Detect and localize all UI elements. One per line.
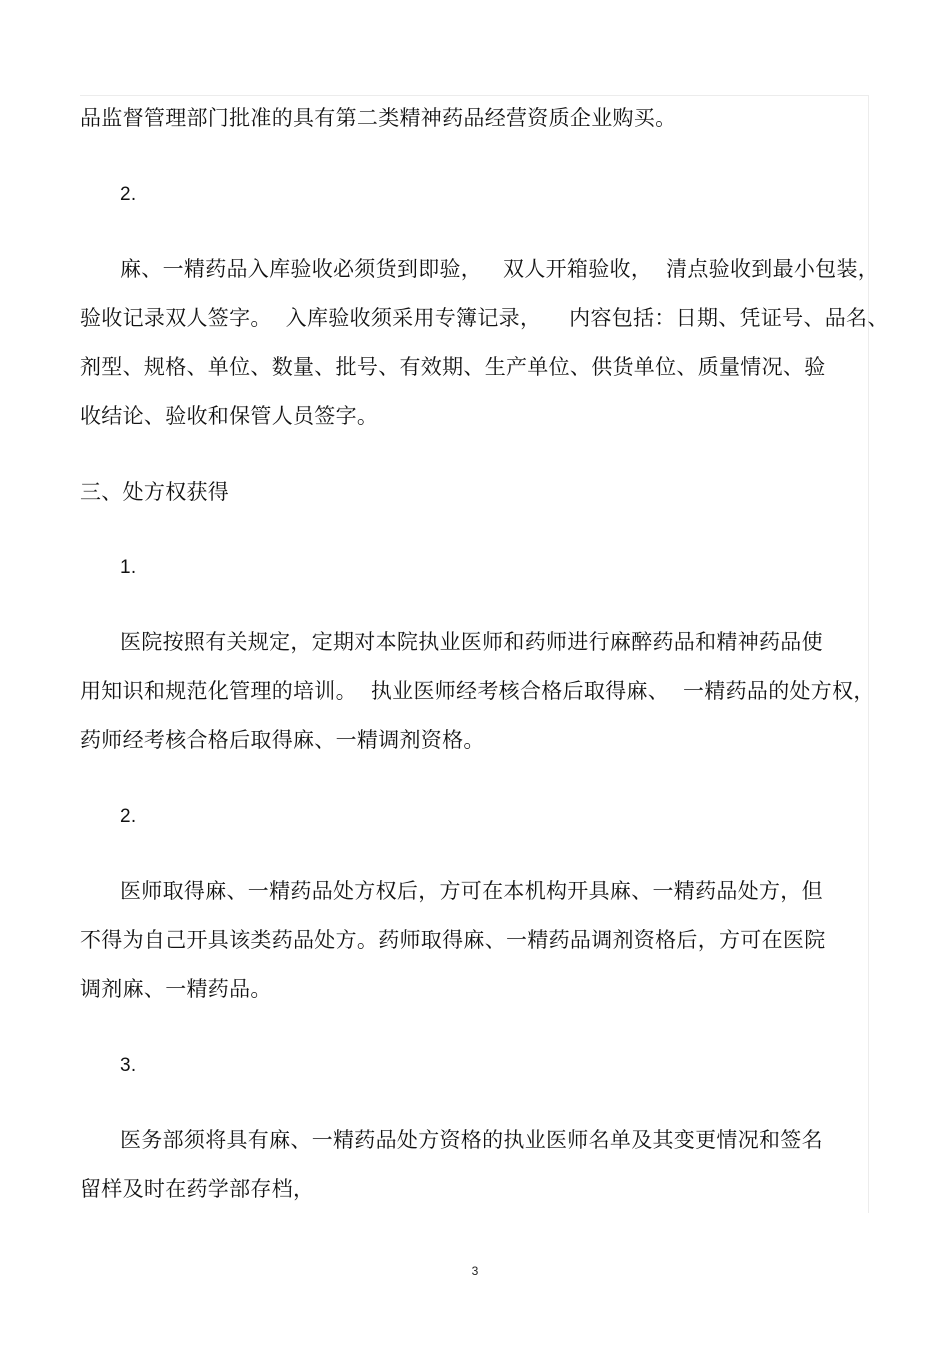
page-frame-top-border [80, 95, 869, 96]
page-number: 3 [471, 1264, 479, 1278]
paragraph-line: 调剂麻、一精药品。 [80, 977, 272, 1001]
paragraph-line: 医务部须将具有麻、一精药品处方资格的执业医师名单及其变更情况和签名 [120, 1128, 823, 1152]
paragraph-line: 药师经考核合格后取得麻、一精调剂资格。 [80, 728, 485, 752]
paragraph-line: 剂型、规格、单位、数量、批号、有效期、生产单位、供货单位、质量情况、验 [80, 355, 826, 379]
paragraph-line: 医院按照有关规定，定期对本院执业医师和药师进行麻醉药品和精神药品使 [120, 630, 823, 654]
section-number: 2. [120, 184, 137, 205]
paragraph-line: 麻、一精药品入库验收必须货到即验， 双人开箱验收， 清点验收到最小包装， [120, 257, 880, 281]
paragraph-line: 不得为自己开具该类药品处方。药师取得麻、一精药品调剂资格后，方可在医院 [80, 928, 826, 952]
section-number: 1. [120, 557, 137, 578]
section-number: 2. [120, 806, 137, 827]
section-heading: 三、处方权获得 [80, 480, 230, 504]
paragraph-line: 验收记录双人签字。 入库验收须采用专簿记录， 内容包括：日期、凭证号、品名、 [80, 306, 889, 330]
section-number: 3. [120, 1055, 137, 1076]
paragraph-line: 留样及时在药学部存档， [80, 1177, 315, 1201]
paragraph-line: 收结论、验收和保管人员签字。 [80, 404, 379, 428]
paragraph-line: 医师取得麻、一精药品处方权后，方可在本机构开具麻、一精药品处方，但 [120, 879, 823, 903]
paragraph-line: 用知识和规范化管理的培训。 执业医师经考核合格后取得麻、 一精药品的处方权， [80, 679, 875, 703]
paragraph-line: 品监督管理部门批准的具有第二类精神药品经营资质企业购买。 [80, 106, 677, 130]
